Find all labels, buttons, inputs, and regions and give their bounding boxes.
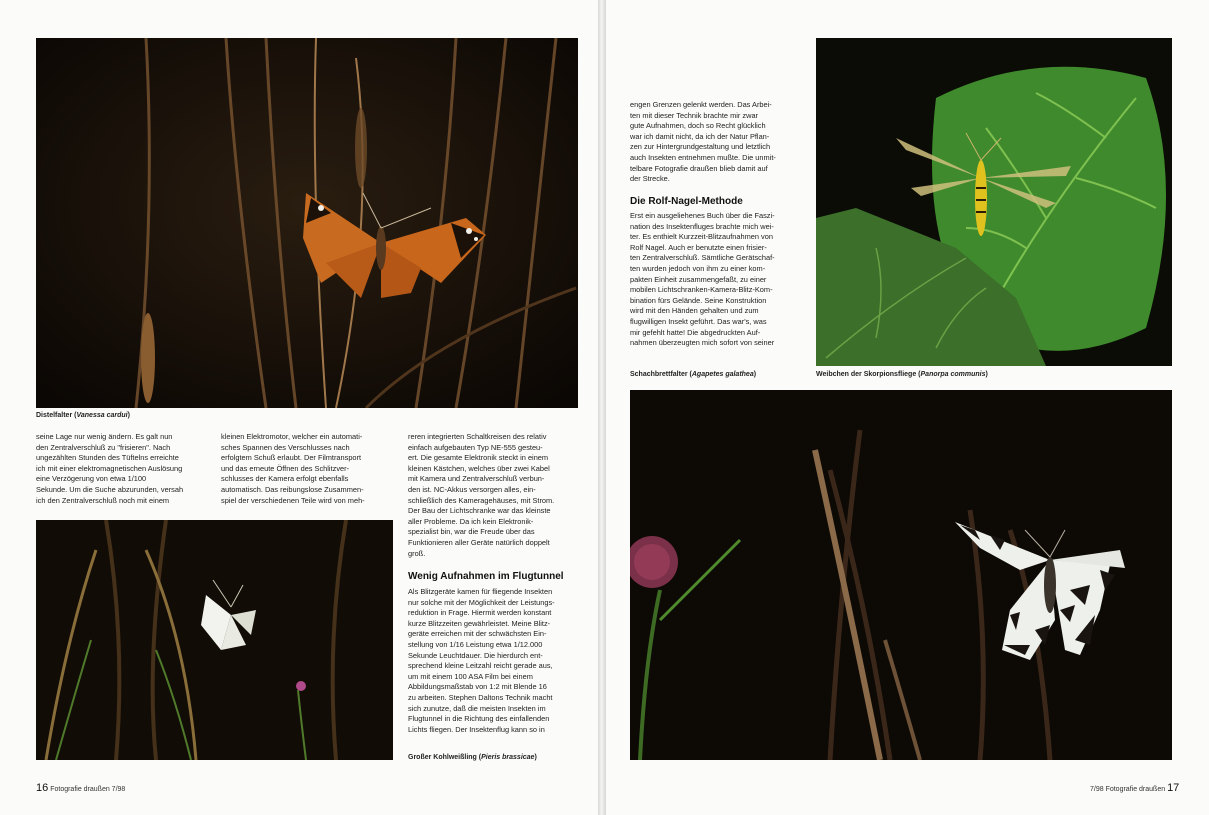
photo-caption-scorpionfly: Weibchen der Skorpionsfliege (Panorpa communis) <box>816 371 988 378</box>
subhead-rolf-nagel: Die Rolf-Nagel-Methode <box>630 196 743 207</box>
photo-painted-lady <box>36 38 578 408</box>
subhead-flugtunnel: Wenig Aufnahmen im Flugtunnel <box>408 571 564 582</box>
photo-scorpionfly <box>816 38 1172 366</box>
text-column-3b: Als Blitzgeräte kamen für fliegende Insekten nur solche mit der Möglichkeit der Leistungs- reduktion in Frage. Hiermit werden konstant kurze Blitzzeiten gewährleistet. Meine Blitz- geräte erreichen mit der schwächsten Ein- stellung von 1/16 Leistung etwa 1/12.000 Sekunde Leuchtdauer. Die hierdurch ent- sprechend kleine Leitzahl reicht gerade aus, um mit einem 100 ASA Film bei einem Abbildungsmaßstab von 1:2 mit Blende 16 zu arbeiten. Stephen Daltons Technik macht sich zunutze, daß die meisten Insekten im Flugtunnel in die Richtung des einfallenden Lichts fliegen. Der Insektenflug kann so in <box>408 587 555 734</box>
photo-caption-marbled-white: Schachbrettfalter (Agapetes galathea) <box>630 371 757 378</box>
text-column-2: kleinen Elektromotor, welcher ein automati- sches Spannen des Verschlusses nach erfolgtem Schuß erlaubt. Der Filmtransport und das erneute Öffnen des Schlitzver- schlusses der Kamera erfolgt ebenfalls automatisch. Das reibungslose Zusammen- spiel der verschiedenen Teile wird von meh- <box>221 432 365 505</box>
photo-marbled-white <box>630 390 1172 760</box>
text-column-3: reren integrierten Schaltkreisen des relativ einfach aufgebauten Typ NE-555 gesteu- ert. Die gesamte Elektronik steckt in einem kleinen Kästchen, welches über zwei Kabel mit Kamera und Zentralverschluß verbun- den ist. NC-Akkus versorgen alles, ein- schließlich des Kameragehäuses, mit Strom. Der Bau der Lichtschranke war das kleinste aller Probleme. Da ich kein Elektronik- spezialist bin, war die Freude über das Funktionieren aller Geräte natürlich doppelt groß. <box>408 432 555 558</box>
photo-caption-painted-lady: Distelfalter (Vanessa cardui) <box>36 412 130 419</box>
text-column-1: seine Lage nur wenig ändern. Es galt nun den Zentralverschluß zu "frisieren". Nach ungezählten Stunden des Tüftelns erreichte ich mit einer elektromagnetischen Auslösung eine Verzögerung von etwa 1/100 Sekunde. Um die Suche abzurunden, versah ich den Zentralverschluß noch mit einem <box>36 432 184 505</box>
text-column-right-body: Erst ein ausgeliehenes Buch über die Faszi- nation des Insektenfluges brachte mich wei- ter. Es enthielt Kurzzeit-Blitzaufnahmen von Rolf Nagel. Auch er benutzte einen frisier- ten Zentralverschluß. Sämtliche Gerätschaf- ten wurden jedoch von ihm zu einer kom- pakten Einheit zusammengefaßt, zu einer mobilen Lichtschranken-Kamera-Blitz-Kom- bination fürs Gelände. Seine Konstruktion wird mit den Händen gehalten und zum flugwilligen Insekt geführt. Das war's, was mir gefehlt hatte! Die abgedruckten Auf- nahmen überzeugten mich sofort von seiner <box>630 211 775 348</box>
folio-right: 7/98 Fotografie draußen 17 <box>1090 782 1180 794</box>
photo-caption-cabbage-white: Großer Kohlweißling (Pieris brassicae) <box>408 754 537 761</box>
photo-cabbage-white <box>36 520 393 760</box>
book-spine <box>598 0 606 815</box>
text-column-right-top: engen Grenzen gelenkt werden. Das Arbei- ten mit dieser Technik brachte mir zwar gute Aufnahmen, doch so Recht glücklich war ich damit nicht, da ich der Natur Pflan- zen zur Hintergrundgestaltung und letztlich auch Insekten entnehmen mußte. Die unmit- telbare Fotografie draußen blieb damit auf der Strecke. <box>630 100 776 184</box>
folio-left: 16 Fotografie draußen 7/98 <box>36 782 126 794</box>
